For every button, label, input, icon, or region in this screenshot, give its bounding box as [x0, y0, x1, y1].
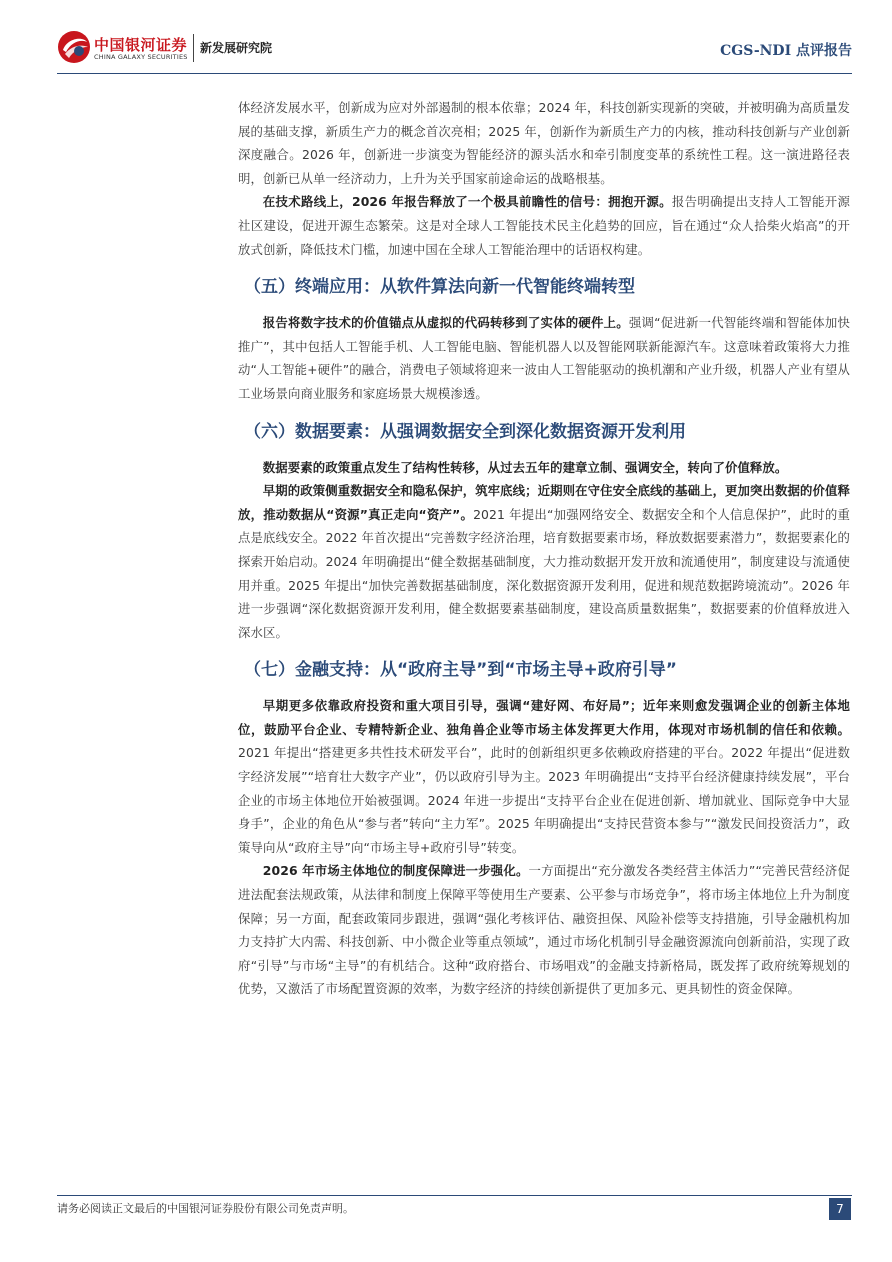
brand-name-cn: 中国银河证券 [94, 36, 188, 54]
paragraph-text: 一方面提出“充分激发各类经营主体活力”“完善民营经济促进法配套法规政策，从法律和制度上保障平等使用生产要素、公平参与市场竞争”，将市场主体地位上升为制度保障；另一方面，配套政策同步跟进，强调“强化考核评估、融资担保、风险补偿等支持措施，引导金融机构加力支持扩大内需、科技创新、中小微企业等重点领域”，通过市场化机制引导金融资源流向创新前沿，实现了政府“引导”与市场“主导”的有机结合。这种“政府搭台、市场唱戏”的金融支持新格局，既发挥了政府统筹规划的优势，又激活了市场配置资源的效率，为数字经济的持续创新提供了更加多元、更具韧性的资金保障。 [238, 863, 850, 997]
disclaimer-text: 请务必阅读正文最后的中国银河证券股份有限公司免责声明。 [57, 1202, 354, 1215]
paragraph-finance-history [238, 694, 850, 859]
header-divider [193, 34, 194, 62]
paragraph-lead: 2026 年市场主体地位的制度保障进一步强化。 [262, 863, 529, 879]
paragraph-text: 体经济发展水平，创新成为应对外部遏制的根本依靠；2024 年，科技创新实现新的突破，并被明确为高质量发展的基础支撑，新质生产力的概念首次亮相；2025 年，创新作为新质生产力的内核，推动科技创新与产业创新深度融合。2026 年，创新进一步演变为智能经济的源头活水和牵引制度变革的系统性工程。这一演进路径表明，创新已从单一经济动力，上升为关乎国家前途命运的战略根基。 [238, 100, 850, 186]
paragraph-lead: 早期更多依靠政府投资和重大项目引导，强调“建好网、布好局”；近年来则愈发强调企业的创新主体地位，鼓励平台企业、专精特新企业、独角兽企业等市场主体发挥更大作用，体现对市场机制的信任和依赖。 [238, 698, 850, 737]
paragraph-terminal [238, 311, 850, 405]
paragraph-lead: 在技术路线上，2026 年报告释放了一个极具前瞻性的信号：拥抱开源。 [262, 194, 672, 210]
page-header [0, 0, 892, 76]
institute-name: 新发展研究院 [200, 41, 273, 55]
paragraph-finance-2026 [238, 859, 850, 1001]
paragraph-data-shift [238, 456, 850, 480]
paragraph-text: 2021 年提出“加强网络安全、数据安全和个人信息保护”，此时的重点是底线安全。2022 年首次提出“完善数字经济治理，培育数据要素市场，释放数据要素潜力”，数据要素化的探索开始启动。2024 年明确提出“健全数据基础制度，大力推动数据开发开放和流通使用”，制度建设与流通使用并重。2025 年提出“加快完善数据基础制度，深化数据资源开发利用，促进和规范数据跨境流动”。2026 年进一步强调“深化数据资源开发利用，健全数据要素基础制度，建设高质量数据集”，数据要素的价值释放进入深水区。 [238, 506, 850, 640]
paragraph-lead: 早期的政策侧重数据安全和隐私保护，筑牢底线；近期则在守住安全底线的基础上，更加突出数据的价值释放，推动数据从“资源”真正走向“资产”。 [238, 483, 850, 522]
paragraph-text: 2021 年提出“搭建更多共性技术研发平台”，此时的创新组织更多依赖政府搭建的平台。2022 年提出“促进数字经济发展”“培育壮大数字产业”，仍以政府引导为主。2023 年明确提出“支持平台经济健康持续发展”，平台企业的市场主体地位开始被强调。2024 年进一步提出“支持平台企业在促进创新、增加就业、国际竞争中大显身手”，企业的角色从“参与者”转向“主力军”。2025 年明确提出“支持民营资本参与”“激发民间投资活力”，政策导向从“政府主导”向“市场主导+政府引导”转变。 [238, 745, 850, 855]
paragraph-open-source [238, 190, 850, 261]
section-heading-finance: （七）金融支持：从“政府主导”到“市场主导+政府引导” [244, 660, 677, 681]
section-heading-data: （六）数据要素：从强调数据安全到深化数据资源开发利用 [244, 421, 686, 442]
paragraph-lead: 数据要素的政策重点发生了结构性转移，从过去五年的建章立制、强调安全，转向了价值释放。 [262, 459, 788, 475]
footer-rule [57, 1195, 852, 1196]
brand-name-en: CHINA GALAXY SECURITIES [94, 53, 188, 61]
report-body [238, 96, 850, 1001]
paragraph-text: 报告明确提出支持人工智能开源社区建设，促进开源生态繁荣。这是对全球人工智能技术民主化趋势的回应，旨在通过“众人拾柴火焰高”的开放式创新，降低技术门槛，加速中国在全球人工智能治理中的话语权构建。 [238, 194, 850, 257]
section-heading-terminal: （五）终端应用：从软件算法向新一代智能终端转型 [244, 277, 635, 298]
paragraph-lead: 报告将数字技术的价值锚点从虚拟的代码转移到了实体的硬件上。 [262, 315, 629, 331]
paragraph-innovation [238, 96, 850, 190]
galaxy-logo-icon [57, 30, 91, 64]
header-rule [57, 73, 852, 74]
page-number: 7 [829, 1198, 851, 1220]
report-type: CGS-NDI 点评报告 [720, 43, 852, 59]
paragraph-data-history [238, 479, 850, 644]
paragraph-text: 强调“促进新一代智能终端和智能体加快推广”，其中包括人工智能手机、人工智能电脑、智能机器人以及智能网联新能源汽车。这意味着政策将大力推动“人工智能+硬件”的融合，消费电子领域将迎来一波由人工智能驱动的换机潮和产业升级，机器人产业有望从工业场景向商业服务和家庭场景大规模渗透。 [238, 315, 851, 401]
